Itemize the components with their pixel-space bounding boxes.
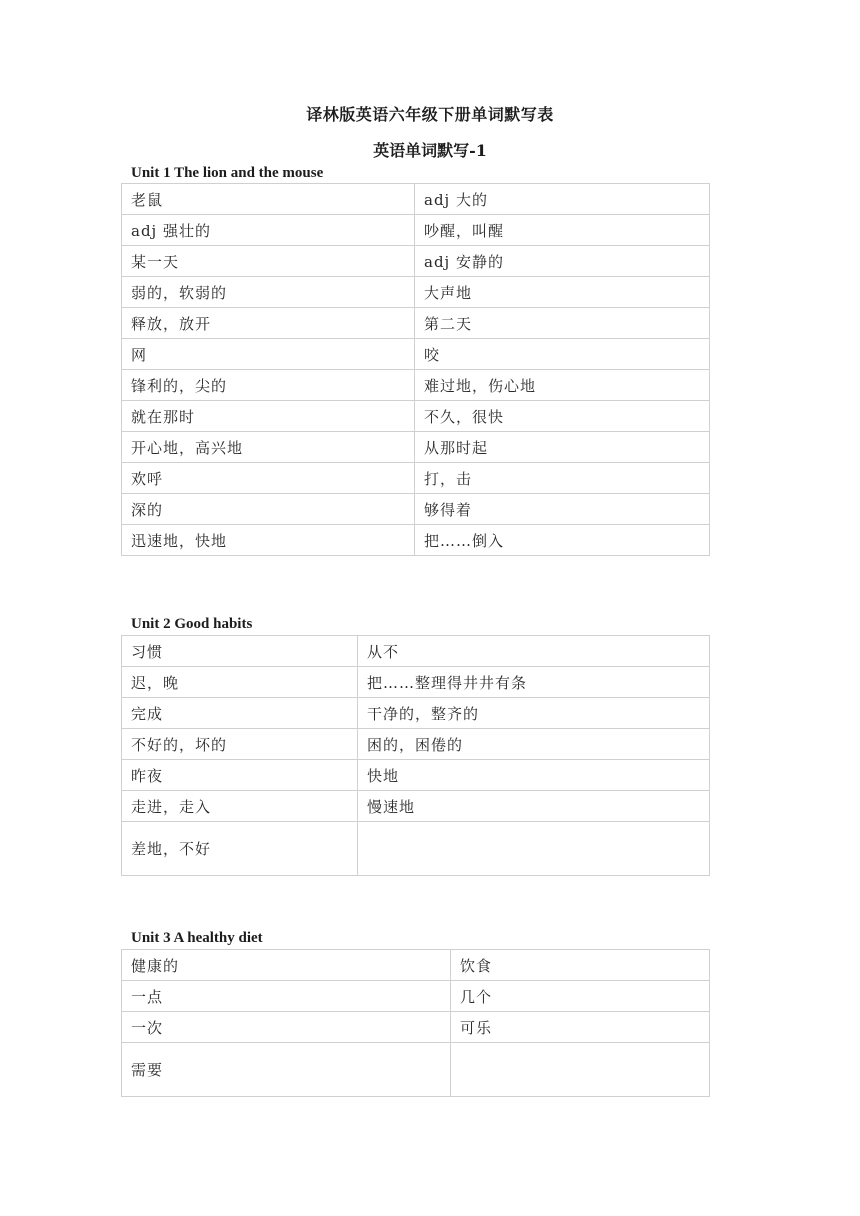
table-row bbox=[122, 215, 710, 246]
word-cell: 饮食 bbox=[451, 950, 710, 981]
word-cell: 不好的，坏的 bbox=[122, 729, 358, 760]
word-cell: 欢呼 bbox=[122, 463, 415, 494]
table-row bbox=[122, 184, 710, 215]
word-cell: adj 大的 bbox=[415, 184, 710, 215]
word-cell: 从那时起 bbox=[415, 432, 710, 463]
table-row bbox=[122, 981, 710, 1012]
word-cell: 健康的 bbox=[122, 950, 451, 981]
word-cell: 几个 bbox=[451, 981, 710, 1012]
word-cell: 打，击 bbox=[415, 463, 710, 494]
unit-3-word-table bbox=[121, 949, 710, 1097]
table-row bbox=[122, 246, 710, 277]
table-row bbox=[122, 370, 710, 401]
word-cell: 差地，不好 bbox=[122, 822, 358, 876]
unit-2-heading: Unit 2 Good habits bbox=[131, 616, 253, 632]
word-cell: 走进，走入 bbox=[122, 791, 358, 822]
document-subtitle: 英语单词默写-1 bbox=[373, 141, 487, 160]
unit-2-word-table bbox=[121, 635, 710, 876]
word-cell: 够得着 bbox=[415, 494, 710, 525]
word-cell bbox=[451, 1043, 710, 1097]
word-cell: 干净的，整齐的 bbox=[358, 698, 710, 729]
table-row bbox=[122, 277, 710, 308]
word-cell: 快地 bbox=[358, 760, 710, 791]
word-cell: 大声地 bbox=[415, 277, 710, 308]
word-cell: 把……倒入 bbox=[415, 525, 710, 556]
word-cell: 释放，放开 bbox=[122, 308, 415, 339]
word-cell: 难过地，伤心地 bbox=[415, 370, 710, 401]
word-cell: 一点 bbox=[122, 981, 451, 1012]
word-cell: 开心地，高兴地 bbox=[122, 432, 415, 463]
table-row bbox=[122, 822, 710, 876]
word-cell: 需要 bbox=[122, 1043, 451, 1097]
word-cell bbox=[358, 822, 710, 876]
word-cell: 迅速地，快地 bbox=[122, 525, 415, 556]
word-cell: 就在那时 bbox=[122, 401, 415, 432]
word-cell: 网 bbox=[122, 339, 415, 370]
word-cell: 某一天 bbox=[122, 246, 415, 277]
word-cell: 迟，晚 bbox=[122, 667, 358, 698]
table-row bbox=[122, 791, 710, 822]
word-cell: 一次 bbox=[122, 1012, 451, 1043]
word-cell: 咬 bbox=[415, 339, 710, 370]
table-row bbox=[122, 525, 710, 556]
table-row bbox=[122, 698, 710, 729]
word-cell: 深的 bbox=[122, 494, 415, 525]
word-cell: adj 安静的 bbox=[415, 246, 710, 277]
word-cell: 可乐 bbox=[451, 1012, 710, 1043]
word-cell: 困的，困倦的 bbox=[358, 729, 710, 760]
word-cell: 第二天 bbox=[415, 308, 710, 339]
table-row bbox=[122, 339, 710, 370]
table-row bbox=[122, 401, 710, 432]
table-row bbox=[122, 494, 710, 525]
table-row bbox=[122, 636, 710, 667]
word-cell: 锋利的，尖的 bbox=[122, 370, 415, 401]
word-cell: 把……整理得井井有条 bbox=[358, 667, 710, 698]
word-cell: 习惯 bbox=[122, 636, 358, 667]
table-row bbox=[122, 432, 710, 463]
table-row bbox=[122, 729, 710, 760]
table-row bbox=[122, 1043, 710, 1097]
word-cell: 昨夜 bbox=[122, 760, 358, 791]
table-row bbox=[122, 760, 710, 791]
table-row bbox=[122, 1012, 710, 1043]
word-cell: 弱的，软弱的 bbox=[122, 277, 415, 308]
word-cell: 完成 bbox=[122, 698, 358, 729]
table-row bbox=[122, 463, 710, 494]
word-cell: 不久，很快 bbox=[415, 401, 710, 432]
word-cell: 吵醒，叫醒 bbox=[415, 215, 710, 246]
word-cell: 慢速地 bbox=[358, 791, 710, 822]
unit-1-heading: Unit 1 The lion and the mouse bbox=[131, 165, 324, 181]
table-row bbox=[122, 950, 710, 981]
table-row bbox=[122, 667, 710, 698]
unit-1-word-table bbox=[121, 183, 710, 556]
word-cell: 老鼠 bbox=[122, 184, 415, 215]
unit-3-heading: Unit 3 A healthy diet bbox=[131, 930, 263, 946]
table-row bbox=[122, 308, 710, 339]
document-title: 译林版英语六年级下册单词默写表 bbox=[306, 105, 554, 124]
word-cell: adj 强壮的 bbox=[122, 215, 415, 246]
word-cell: 从不 bbox=[358, 636, 710, 667]
